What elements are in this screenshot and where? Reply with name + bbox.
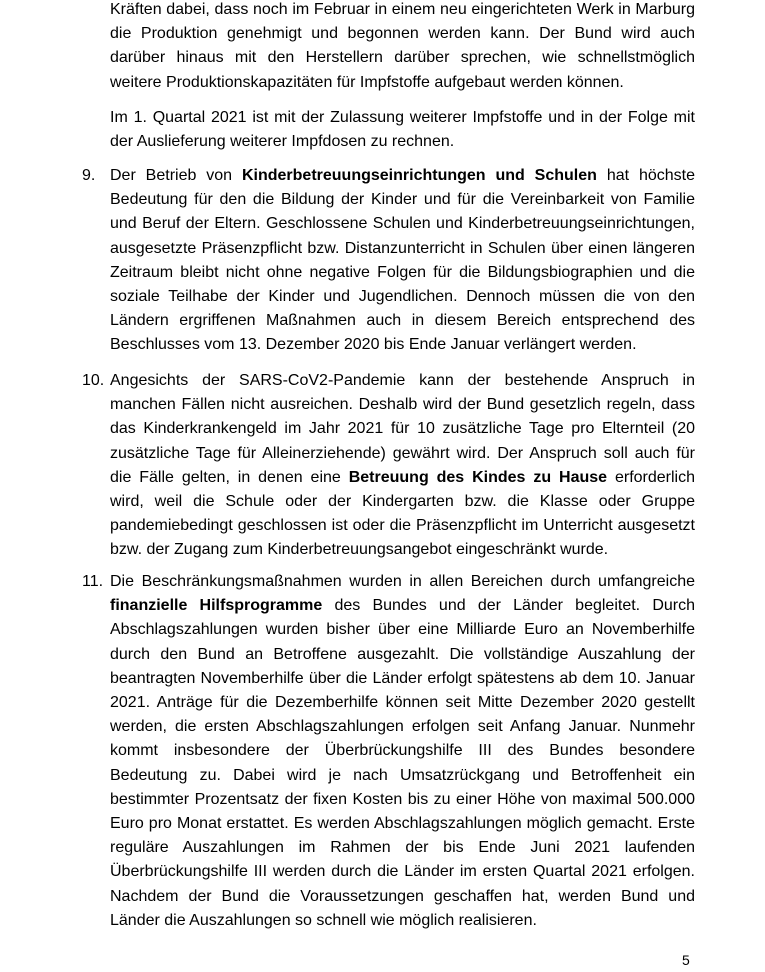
page-number: 5: [682, 952, 690, 968]
item-number-9: 9.: [82, 167, 96, 184]
intro-paragraph-1: Kräften dabei, dass noch im Februar in einem neu eingerichteten Werk in Marburg die Produktion genehmigt und begonnen werden kann. Der Bund wird auch darüber hinaus mit den Herstellern darüber sprechen, wie schnellstmöglich weitere Produktionskapazitäten für Impfstoffe aufgebaut werden können.: [110, 1, 695, 91]
item-10-text: [110, 369, 695, 563]
intro-paragraph-2: Im 1. Quartal 2021 ist mit der Zulassung weiterer Impfstoffe und in der Folge mit der Auslieferung weiterer Impfdosen zu rechnen.: [110, 109, 695, 151]
item-10-text-post: erforderlich wird, weil die Schule oder der Kindergarten bzw. die Klasse oder Gruppe pandemiebedingt geschlossen ist oder die Präsenzpflicht im Unterricht ausgesetzt bzw. der Zugang zum Kinderbetreuungsangebot eingeschränkt wurde.: [110, 468, 696, 559]
item-11-text: [110, 570, 695, 933]
item-9-text: [110, 164, 695, 358]
item-11-text-pre: Die Beschränkungsmaßnahmen wurden in allen Bereichen durch umfangreiche: [110, 573, 695, 590]
item-10-bold: Betreuung des Kindes zu Hause: [348, 468, 608, 486]
item-11-bold: finanzielle Hilfsprogramme: [110, 597, 323, 615]
item-11-text-post: des Bundes und der Länder begleitet. Durch Abschlagszahlungen wurden bisher über eine Milliarde Euro an Novemberhilfe durch den Bund an Betroffene ausgezahlt. Die vollständige Auszahlung der beantragten Novemberhilfe über die Länder erfolgt spätestens ab dem 10. Januar 2021. Anträge für die Dezemberhilfe können seit Mitte Dezember 2020 gestellt werden, die ersten Abschlagszahlungen erfolgen seit Anfang Januar. Nunmehr kommt insbesondere der Überbrückungshilfe III des Bundes besondere Bedeutung zu. Dabei wird je nach Umsatzrückgang und Betroffenheit ein bestimmter Prozentsatz der fixen Kosten bis zu einer Höhe von maximal 500.000 Euro pro Monat erstattet. Es werden Abschlagszahlungen möglich gemacht. Erste reguläre Auszahlungen im Rahmen der bis Ende Juni 2021 laufenden Überbrückungshilfe III werden durch die Länder im ersten Quartal 2021 erfolgen. Nachdem der Bund die Voraussetzungen geschaffen hat, werden Bund und Länder die Auszahlungen so schnell wie möglich realisieren.: [110, 597, 695, 929]
item-9-text-post: hat höchste Bedeutung für den die Bildung der Kinder und für die Vereinbarkeit von Familie und Beruf der Eltern. Geschlossene Schulen und Kinderbetreuungseinrichtungen, ausgesetzte Präsenzpflicht bzw. Distanzunterricht in Schulen über einen längeren Zeitraum bleibt nicht ohne negative Folgen für die Bildungsbiographien und die soziale Teilhabe der Kinder und Jugendlichen. Dennoch müssen die von den Ländern ergriffenen Maßnahmen auch in diesem Bereich entsprechend des Beschlusses vom 13. Dezember 2020 bis Ende Januar verlängert werden.: [110, 167, 696, 354]
item-number-10: 10.: [82, 372, 105, 389]
item-9-bold: Kinderbetreuungseinrichtungen und Schulen: [241, 167, 597, 184]
item-9-text-pre: Der Betrieb von: [110, 167, 242, 184]
item-10-text-pre: Angesichts der SARS-CoV2-Pandemie kann der bestehende Anspruch in manchen Fällen nicht ausreichen. Deshalb wird der Bund gesetzlich regeln, dass das Kinderkrankengeld im Jahr 2021 für 10 zusätzliche Tage pro Elternteil (20 zusätzliche Tage für Alleinerziehende) gewährt wird. Der Anspruch soll auch für die Fälle gelten, in denen eine: [110, 372, 695, 486]
item-number-11: 11.: [82, 573, 104, 590]
